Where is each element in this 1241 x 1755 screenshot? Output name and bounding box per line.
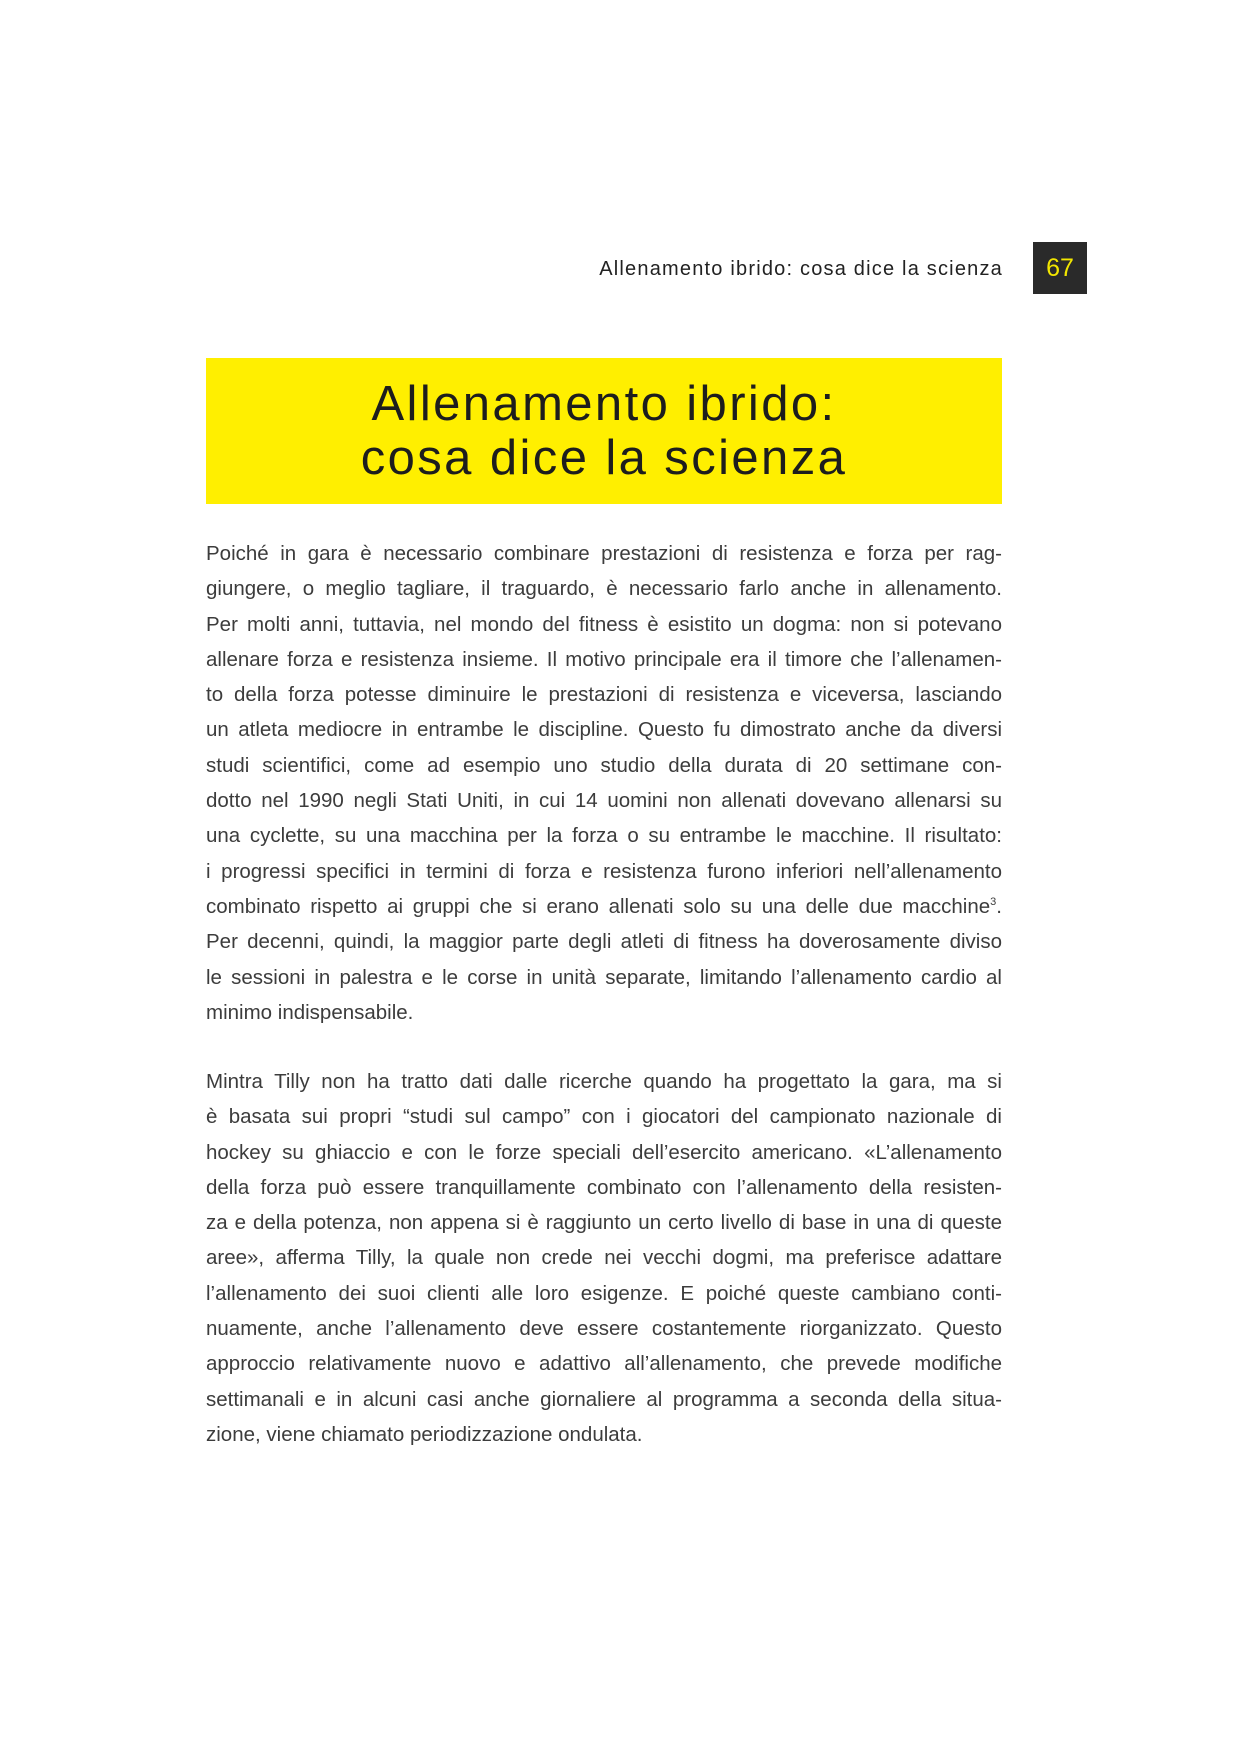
text-line: dotto nel 1990 negli Stati Uniti, in cui 14 uomini non allenati dovevano allenarsi su <box>206 789 1002 813</box>
chapter-title-line-2: cosa dice la scienza <box>360 431 848 485</box>
paragraph-1 <box>206 536 1002 1030</box>
paragraph-2 <box>206 1064 1002 1452</box>
text-line: giungere, o meglio tagliare, il traguardo, è necessario farlo anche in allenamento. <box>206 577 1002 601</box>
text-line: una cyclette, su una macchina per la forza o su entrambe le macchine. Il risultato: <box>206 824 1002 848</box>
text-line: allenare forza e resistenza insieme. Il motivo principale era il timore che l’allenamen- <box>206 647 1002 671</box>
chapter-title-block <box>206 358 1002 504</box>
text-line: un atleta mediocre in entrambe le discipline. Questo fu dimostrato anche da diversi <box>206 718 1002 742</box>
text-line: aree», afferma Tilly, la quale non crede nei vecchi dogmi, ma preferisce adattare <box>206 1246 1002 1270</box>
text-line: della forza può essere tranquillamente combinato con l’allenamento della resisten- <box>206 1175 1002 1199</box>
chapter-title-line-1: Allenamento ibrido: <box>371 377 837 431</box>
text-line: le sessioni in palestra e le corse in unità separate, limitando l’allenamento cardio al <box>206 965 1002 989</box>
text-line: Mintra Tilly non ha tratto dati dalle ricerche quando ha progettato la gara, ma si <box>206 1070 1002 1093</box>
text-line: Per molti anni, tuttavia, nel mondo del fitness è esistito un dogma: non si potevano <box>206 612 1002 636</box>
running-header: Allenamento ibrido: cosa dice la scienza <box>599 258 1003 280</box>
text-line: studi scientifici, come ad esempio uno studio della durata di 20 settimane con- <box>206 753 1002 777</box>
text-line: Per decenni, quindi, la maggior parte degli atleti di fitness ha doverosamente diviso <box>206 930 1002 954</box>
text-line: combinato rispetto ai gruppi che si erano allenati solo su una delle due macchine <box>206 894 991 918</box>
text-line: to della forza potesse diminuire le prestazioni di resistenza e viceversa, lasciando <box>206 683 1002 707</box>
text-line: zione, viene chiamato periodizzazione ondulata. <box>206 1422 643 1446</box>
footnote-tail: . <box>996 894 1002 918</box>
text-line: è basata sui propri “studi sul campo” con i giocatori del campionato nazionale di <box>206 1105 1002 1129</box>
text-line: l’allenamento dei suoi clienti alle loro esigenze. E poiché queste cambiano conti- <box>206 1281 1002 1305</box>
text-line: approccio relativamente nuovo e adattivo all’allenamento, che prevede modifiche <box>206 1352 1002 1376</box>
page-number: 67 <box>1033 242 1087 294</box>
footnote-reference: 3 <box>990 895 997 908</box>
text-line: nuamente, anche l’allenamento deve essere costantemente riorganizzato. Questo <box>206 1317 1002 1341</box>
text-line: hockey su ghiaccio e con le forze speciali dell’esercito americano. «L’allenamento <box>206 1140 1002 1164</box>
text-line: za e della potenza, non appena si è raggiunto un certo livello di base in una di queste <box>206 1211 1002 1235</box>
text-line: Poiché in gara è necessario combinare prestazioni di resistenza e forza per rag- <box>206 542 1002 565</box>
text-line: settimanali e in alcuni casi anche giornaliere al programma a seconda della situa- <box>206 1387 1002 1411</box>
text-line: i progressi specifici in termini di forza e resistenza furono inferiori nell’allenamento <box>206 859 1002 883</box>
text-line: minimo indispensabile. <box>206 1000 414 1024</box>
text-line-with-footnote <box>206 889 1002 924</box>
